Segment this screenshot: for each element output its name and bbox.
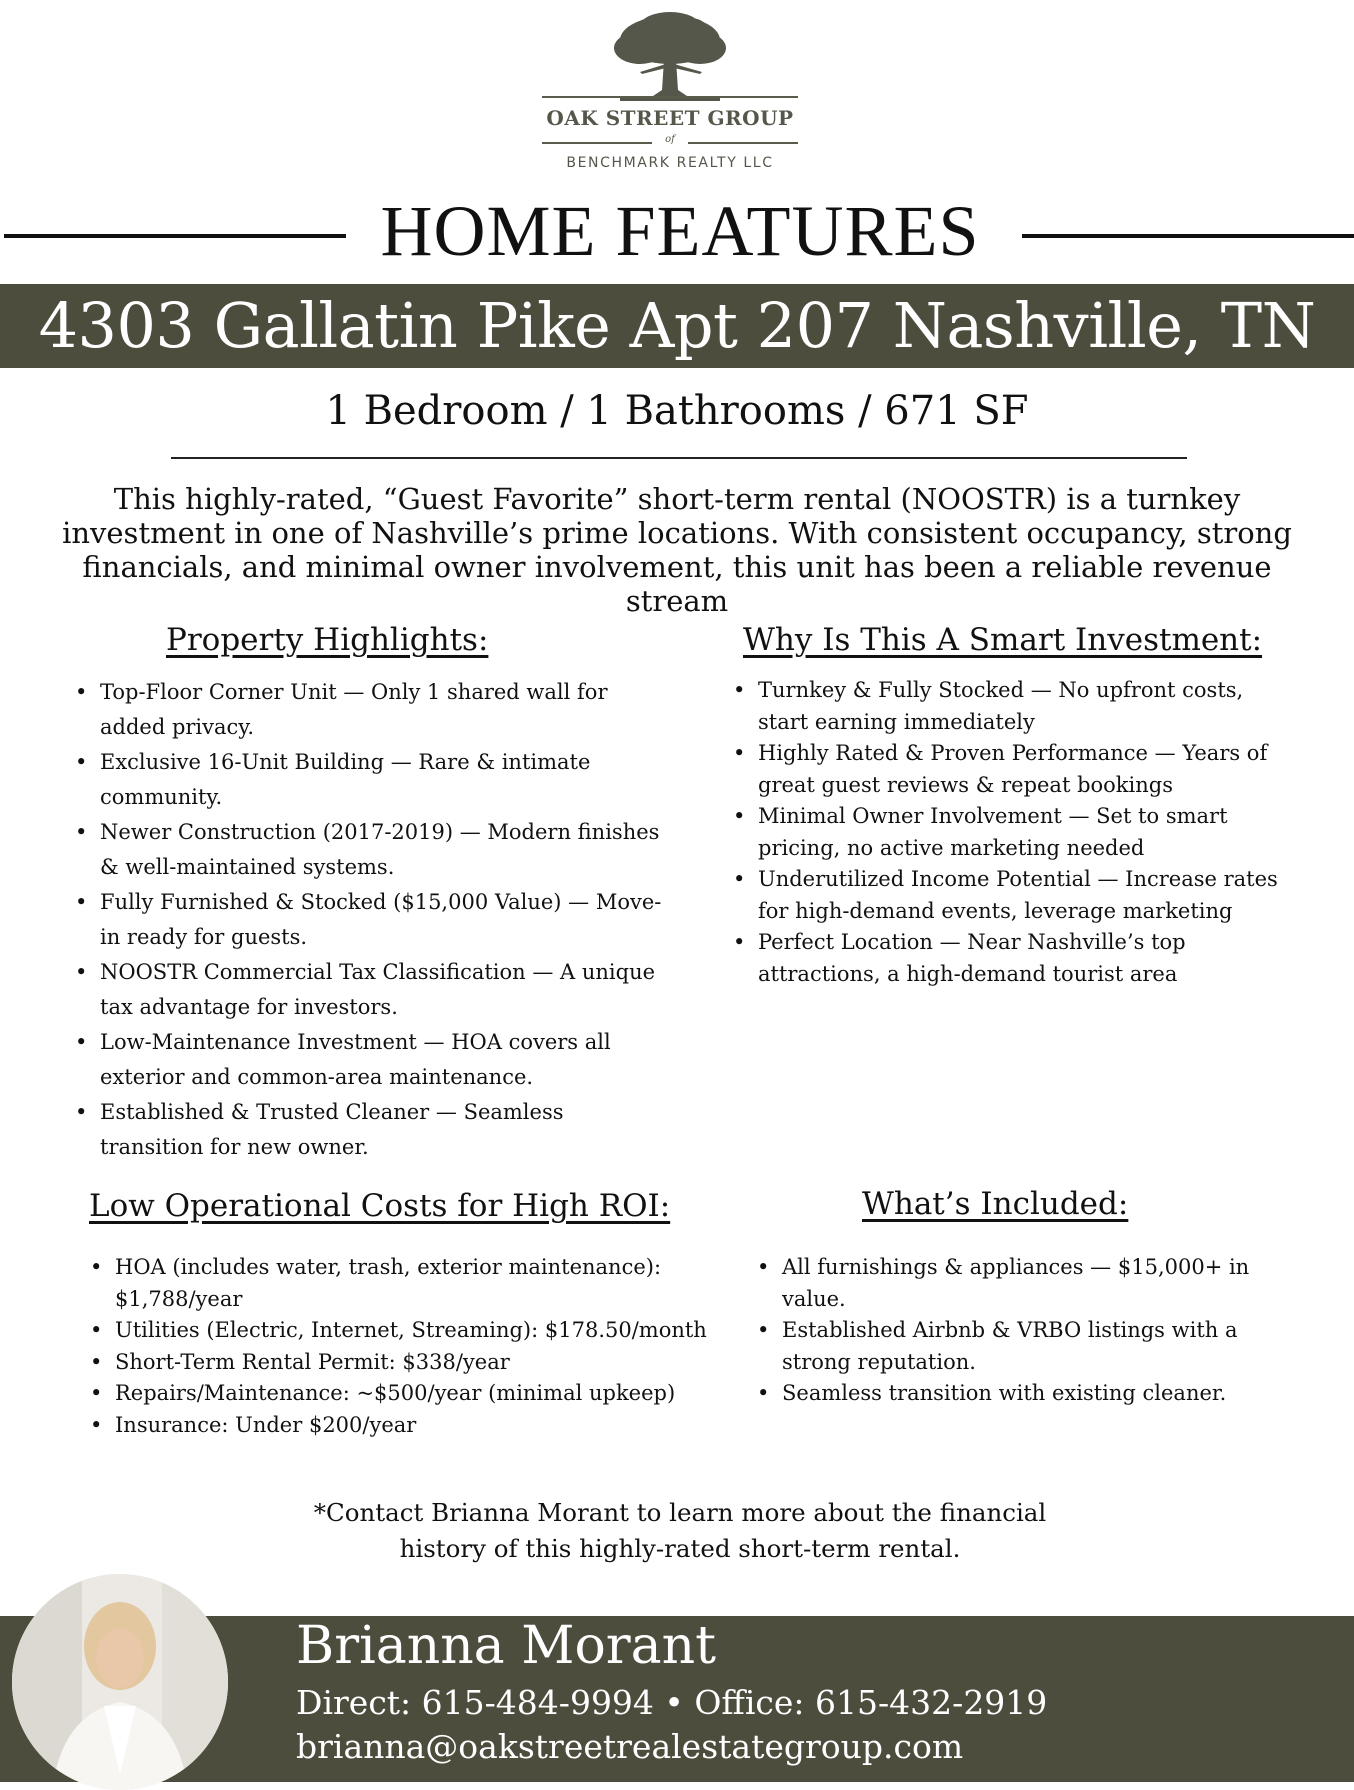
logo-right-rule — [688, 142, 798, 144]
avatar — [12, 1574, 228, 1790]
list-item: • Established & Trusted Cleaner — Seamless transition for new owner. — [73, 1095, 663, 1165]
list-item: • NOOSTR Commercial Tax Classification — A unique tax advantage for investors. — [73, 955, 663, 1025]
intro-paragraph: This highly-rated, “Guest Favorite” short-term rental (NOOSTR) is a turnkey investment in one of Nashville’s prime locations. With consistent occupancy, strong financials, and minimal owner involvement, this unit has been a reliable revenue stream — [62, 482, 1292, 618]
list-item: • Top-Floor Corner Unit — Only 1 shared wall for added privacy. — [73, 675, 663, 745]
agent-name: Brianna Morant — [296, 1616, 717, 1676]
property-address: 4303 Gallatin Pike Apt 207 Nashville, TN — [38, 289, 1316, 362]
whats-included-list — [755, 1252, 1275, 1410]
logo-subtitle: BENCHMARK REALTY LLC — [566, 155, 774, 171]
list-item: • Short-Term Rental Permit: $338/year — [88, 1347, 708, 1379]
agent-email[interactable]: brianna@oakstreetrealestategroup.com — [296, 1727, 964, 1766]
title-left-rule — [4, 234, 346, 238]
list-item: • Seamless transition with existing cleaner. — [755, 1378, 1275, 1410]
list-item: • Newer Construction (2017-2019) — Modern finishes & well-maintained systems. — [73, 815, 663, 885]
contact-note-line-1: *Contact Brianna Morant to learn more about the financial — [313, 1498, 1047, 1527]
list-item: • Established Airbnb & VRBO listings with a strong reputation. — [755, 1315, 1275, 1378]
smart-investment-heading: Why Is This A Smart Investment: — [743, 622, 1263, 658]
logo-name: OAK STREET GROUP — [546, 106, 794, 130]
page-title: HOME FEATURES — [380, 191, 980, 271]
list-item: • Underutilized Income Potential — Increase rates for high-demand events, leverage marketing — [731, 864, 1291, 927]
operational-costs-heading: Low Operational Costs for High ROI: — [89, 1188, 671, 1224]
list-item: • Utilities (Electric, Internet, Streaming): $178.50/month — [88, 1315, 708, 1347]
property-highlights-list — [73, 675, 663, 1165]
list-item: • HOA (includes water, trash, exterior maintenance): $1,788/year — [88, 1252, 708, 1315]
specs-divider — [171, 457, 1187, 459]
logo-top-rule — [542, 96, 798, 98]
contact-note — [180, 1495, 1180, 1567]
property-highlights-heading: Property Highlights: — [166, 622, 489, 658]
agent-photo — [12, 1574, 228, 1790]
company-logo — [540, 10, 800, 180]
list-item: • Highly Rated & Proven Performance — Years of great guest reviews & repeat bookings — [731, 738, 1291, 801]
whats-included-heading: What’s Included: — [862, 1186, 1129, 1222]
list-item: • Exclusive 16-Unit Building — Rare & intimate community. — [73, 745, 663, 815]
smart-investment-list — [731, 675, 1291, 990]
operational-costs-list — [88, 1252, 708, 1441]
list-item: • Minimal Owner Involvement — Set to smart pricing, no active marketing needed — [731, 801, 1291, 864]
contact-note-line-2: history of this highly-rated short-term rental. — [399, 1534, 961, 1563]
list-item: • Turnkey & Fully Stocked — No upfront costs, start earning immediately — [731, 675, 1291, 738]
agent-phone: Direct: 615-484-9994 • Office: 615-432-2919 — [296, 1683, 1048, 1722]
list-item: • Insurance: Under $200/year — [88, 1410, 708, 1442]
list-item: • Perfect Location — Near Nashville’s top attractions, a high-demand tourist area — [731, 927, 1291, 990]
oak-tree-icon — [610, 10, 730, 104]
list-item: • Low-Maintenance Investment — HOA covers all exterior and common-area maintenance. — [73, 1025, 663, 1095]
title-right-rule — [1022, 234, 1354, 238]
list-item: • Fully Furnished & Stocked ($15,000 Value) — Move-in ready for guests. — [73, 885, 663, 955]
list-item: • Repairs/Maintenance: ~$500/year (minimal upkeep) — [88, 1378, 708, 1410]
list-item: • All furnishings & appliances — $15,000+ in value. — [755, 1252, 1275, 1315]
property-specs: 1 Bedroom / 1 Bathrooms / 671 SF — [325, 388, 1029, 434]
logo-of: of — [665, 134, 675, 145]
